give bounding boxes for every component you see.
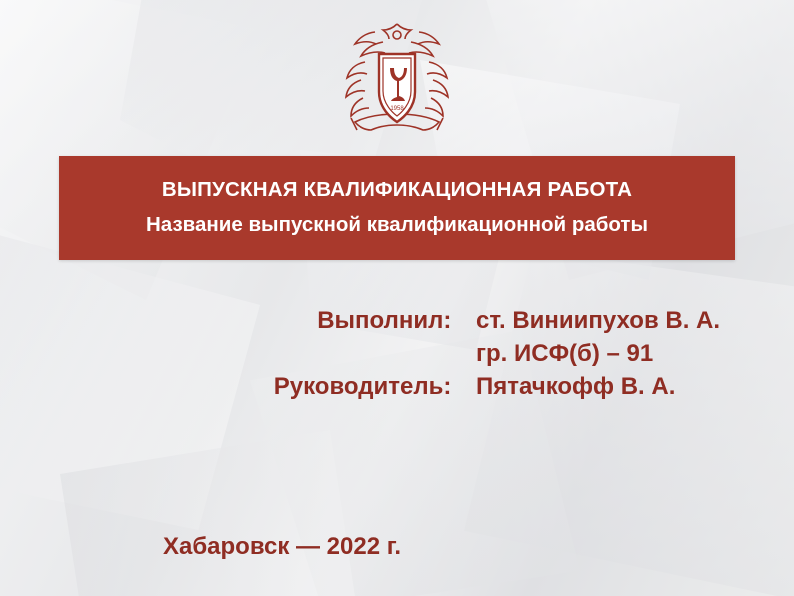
author-row-performer bbox=[0, 304, 738, 337]
author-row-group bbox=[0, 337, 738, 370]
page-subtitle: Название выпускной квалификационной работы bbox=[146, 213, 648, 236]
authors-block bbox=[0, 304, 738, 403]
university-crest-icon bbox=[0, 18, 794, 143]
supervisor-label: Руководитель: bbox=[273, 373, 452, 401]
title-band bbox=[59, 156, 735, 260]
city-year-label: Хабаровск — 2022 г. bbox=[162, 533, 402, 560]
group-value: гр. ИСФ(б) – 91 bbox=[476, 340, 654, 368]
performer-label: Выполнил: bbox=[317, 307, 452, 334]
crest-year-label: 1958 bbox=[390, 106, 404, 112]
page-title: ВЫПУСКНАЯ КВАЛИФИКАЦИОННАЯ РАБОТА bbox=[161, 178, 633, 202]
author-row-supervisor bbox=[0, 370, 738, 403]
supervisor-value: Пятачкофф В. А. bbox=[476, 373, 676, 401]
performer-value: ст. Виниипухов В. А. bbox=[476, 307, 721, 334]
